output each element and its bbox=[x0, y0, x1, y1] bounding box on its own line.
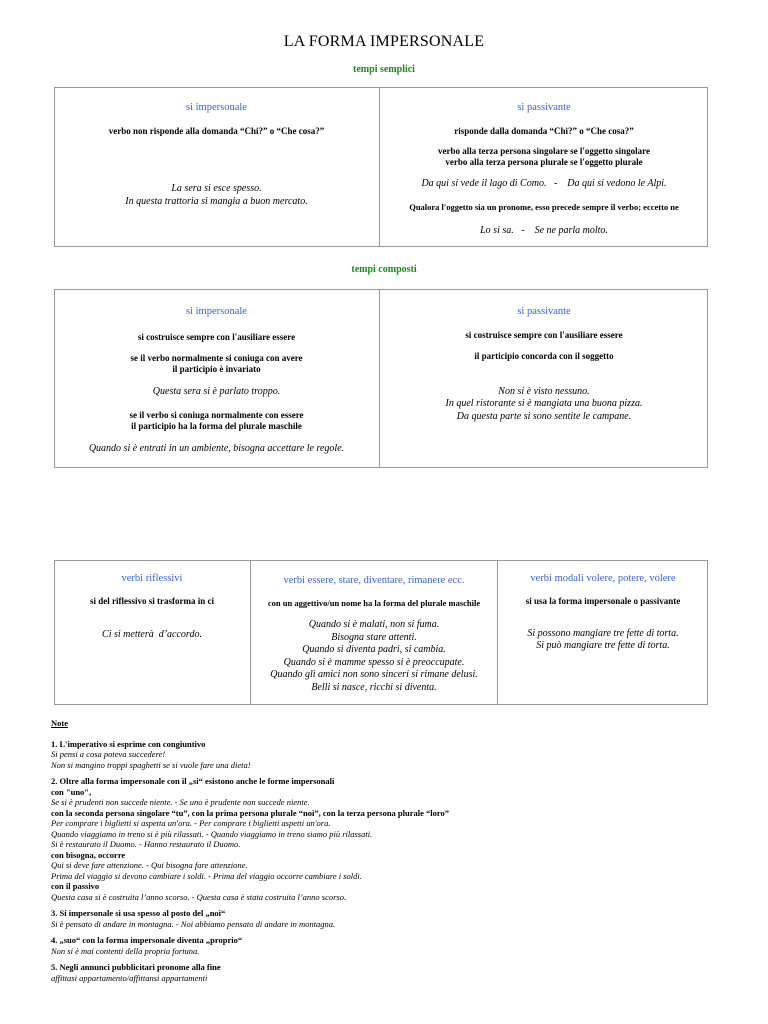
note-example: Si pensi a cosa poteva succedere! bbox=[51, 749, 166, 759]
cell-rule: verbo non risponde alla domanda “Chi?” o “Che cosa?” bbox=[108, 126, 325, 136]
note-example: Se si è prudenti non succede niente. - Se uno è prudente non succede niente. bbox=[51, 797, 310, 807]
note-example: Si è pensato di andare in montagna. - Noi abbiamo pensato di andare in montagna. bbox=[51, 918, 336, 929]
note-subitem: con il passivo bbox=[51, 881, 100, 891]
cell-rule: risponde dalla domanda “Chi?” o “Che cosa?” bbox=[454, 126, 634, 136]
note-example: Si è restaurato il Duomo. - Hanno restaurato il Duomo. bbox=[51, 839, 241, 849]
cell-heading-si-passivante: si passivante bbox=[517, 306, 571, 317]
cell-rule: verbo alla terza persona singolare se l'oggetto singolare bbox=[438, 146, 650, 156]
cell-rule: si usa la forma impersonale o passivante bbox=[525, 596, 681, 606]
note-example: Non si mangino troppi spaghetti se si vuole fare una dieta! bbox=[51, 759, 251, 770]
cell-example: In questa trattoria si mangia a buon mercato. bbox=[125, 196, 308, 207]
cell-heading-verbi-riflessivi: verbi riflessivi bbox=[121, 573, 183, 584]
cell-example: Da questa parte si sono sentite le campane. bbox=[456, 411, 632, 422]
cell-rule: si costruisce sempre con l'ausiliare essere bbox=[465, 330, 623, 340]
cell-rule: verbo alla terza persona plurale se l'oggetto plurale bbox=[445, 157, 643, 167]
cell-example: Lo si sa. - Se ne parla molto. bbox=[480, 225, 608, 236]
cell-rule: se il verbo si coniuga normalmente con essere bbox=[129, 410, 304, 420]
cell-example: Si possono mangiare tre fette di torta. bbox=[527, 628, 679, 639]
note-item: 3. Si impersonale si usa spesso al posto del „noi“ bbox=[51, 908, 226, 918]
section-heading-composti: tempi composti bbox=[351, 264, 417, 275]
cell-heading-si-passivante: si passivante bbox=[517, 102, 571, 113]
note-item: 2. Oltre alla forma impersonale con il „si“ esistono anche le forme impersonali bbox=[51, 776, 335, 786]
cell-example: Quando si è entrati in un ambiente, bisogna accettare le regole. bbox=[88, 443, 345, 454]
cell-example: In quel ristorante si è mangiata una buona pizza. bbox=[445, 398, 643, 409]
cell-example: Quando si diventa padri, si cambia. bbox=[302, 644, 446, 655]
note-subitem: con "uno", bbox=[51, 786, 92, 797]
notes-heading: Note bbox=[51, 718, 68, 728]
cell-heading-si-impersonale: si impersonale bbox=[186, 306, 247, 317]
cell-example: Questa sera si è parlato troppo. bbox=[152, 386, 281, 397]
cell-rule: il participio concorda con il soggetto bbox=[474, 351, 614, 361]
cell-rule: si costruisce sempre con l'ausiliare essere bbox=[137, 332, 296, 342]
note-item: 5. Negli annunci pubblicitari pronome alla fine bbox=[51, 962, 221, 972]
note-example: Per comprare i biglietti si aspetta un'ora. - Per comprare i biglietti aspetti un'ora. bbox=[51, 818, 331, 828]
cell-rule: il participio ha la forma del plurale maschile bbox=[131, 421, 302, 431]
cell-example: Quando si è malati, non si fuma. bbox=[308, 619, 440, 630]
note-example: Questa casa si è costruita l’anno scorso. - Questa casa è stata costruita l’anno scorso. bbox=[51, 891, 347, 902]
cell-example: Belli si nasce, ricchi si diventa. bbox=[311, 682, 437, 693]
note-subitem: con la seconda persona singolare “tu”, con la prima persona plurale “noi”, con la terza persona plurale “loro” bbox=[51, 807, 450, 818]
note-example: Non si è mai contenti della propria fortuna. bbox=[51, 945, 200, 956]
cell-heading-si-impersonale: si impersonale bbox=[186, 102, 247, 113]
cell-example: Quando gli amici non sono sinceri si rimane delusi. bbox=[270, 669, 478, 680]
cell-rule: il participio è invariato bbox=[172, 364, 261, 374]
cell-example: Quando si è mamme spesso si è preoccupate. bbox=[283, 657, 465, 668]
note-item: 4. „suo“ con la forma impersonale diventa „proprio“ bbox=[51, 935, 243, 945]
cell-example: Ci si metterà d’accordo. bbox=[102, 629, 202, 640]
cell-heading-verbi-essere: verbi essere, stare, diventare, rimanere ecc. bbox=[283, 575, 465, 586]
cell-heading-verbi-modali: verbi modali volere, potere, volere bbox=[530, 573, 676, 584]
note-example: Qui si deve fare attenzione. - Qui bisogna fare attenzione. bbox=[51, 860, 248, 870]
note-example: Quando viaggiamo in treno si è più rilassati. - Quando viaggiamo in treno siamo più rilassati. bbox=[51, 828, 373, 839]
page-title: LA FORMA IMPERSONALE bbox=[283, 33, 485, 50]
cell-rule: con un aggettivo/un nome ha la forma del plurale maschile bbox=[267, 598, 481, 608]
notes-section bbox=[51, 718, 741, 983]
note-subitem: con bisogna, occorre bbox=[51, 849, 126, 860]
note-item: 1. L'imperativo si esprime con congiuntivo bbox=[51, 738, 206, 749]
note-example: Prima del viaggio si devono cambiare i soldi. - Prima del viaggio occorre cambiare i soldi. bbox=[51, 870, 362, 881]
section-heading-semplici: tempi semplici bbox=[353, 64, 415, 75]
cell-example: Da qui si vede il lago di Como. - Da qui si vedono le Alpi. bbox=[421, 178, 667, 189]
cell-rule: Qualora l'oggetto sia un pronome, esso precede sempre il verbo; eccetto ne bbox=[409, 202, 679, 212]
cell-rule: se il verbo normalmente si coniuga con avere bbox=[130, 353, 303, 363]
cell-example: Non si è visto nessuno. bbox=[498, 386, 590, 397]
cell-example: La sera si esce spesso. bbox=[171, 183, 262, 194]
note-example: affittasi appartamento/affittansi appartamenti bbox=[51, 972, 208, 983]
cell-rule: si del riflessivo si trasforma in ci bbox=[90, 596, 214, 606]
cell-example: Si può mangiare tre fette di torta. bbox=[536, 640, 670, 651]
cell-example: Bisogna stare attenti. bbox=[331, 632, 417, 643]
